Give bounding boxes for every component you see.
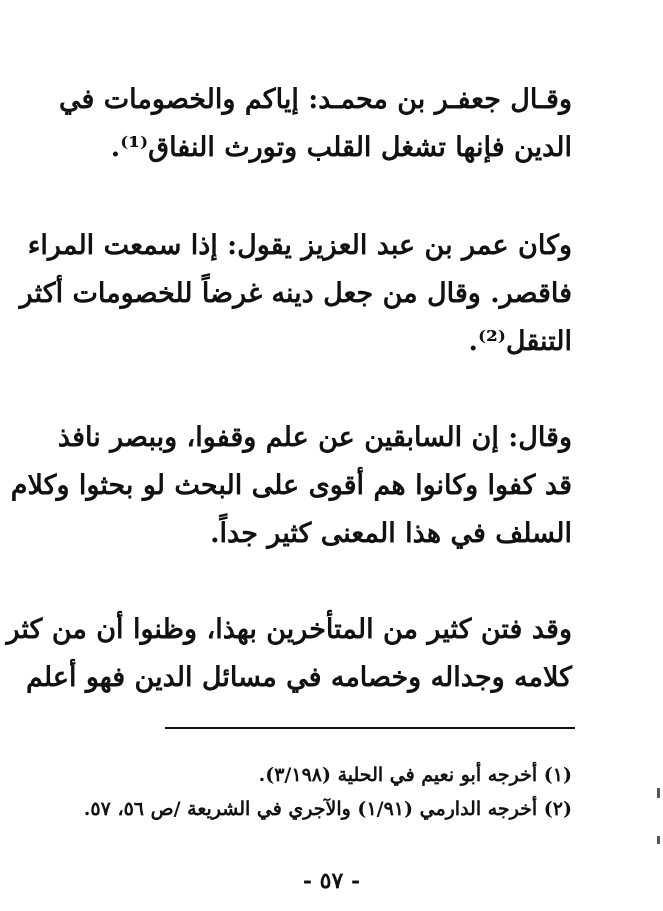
paragraph-umar [19,222,572,366]
footnote-2: (٢) أخرجه الدارمي (١/٩١) والآجري في الشريعة /ص ٥٦، ٥٧. [83,798,572,820]
text-line: وقال: إن السابقين عن علم وقفوا، وببصر نافذ [57,422,572,453]
text-line: وقـال جعفـر بن محمـد: إياكم والخصومات في [58,84,572,115]
footnotes [60,758,572,826]
paragraph-mutaakhirin [6,606,572,702]
text-line: كلامه وجداله وخصامه في مسائل الدين فهو أعلم [25,662,572,693]
scan-edge-mark [657,788,660,798]
text-line: التنقل⁽²⁾. [468,326,572,357]
footnote-separator [165,727,575,729]
paragraph-jafar [60,76,572,172]
footnote-1: (١) أخرجه أبو نعيم في الحلية (٣/١٩٨). [258,764,572,786]
page-number: - ٥٧ - [302,868,361,894]
text-line: فاقصر. وقال من جعل دينه غرضاً للخصومات أكثر [19,278,572,309]
text-line: وقد فتن كثير من المتأخرين بهذا، وظنوا أن من كثر [6,614,572,645]
text-line: السلف في هذا المعنى كثير جداً. [210,518,572,549]
text-line: الدين فإنها تشغل القلب وتورث النفاق⁽¹⁾. [110,132,572,163]
text-line: وكان عمر بن عبد العزيز يقول: إذا سمعت المراء [27,230,572,261]
scan-edge-mark [657,836,660,844]
paragraph-sabiqin [10,414,572,558]
text-line: قد كفوا وكانوا هم أقوى على البحث لو بحثوا وكلام [10,470,572,501]
